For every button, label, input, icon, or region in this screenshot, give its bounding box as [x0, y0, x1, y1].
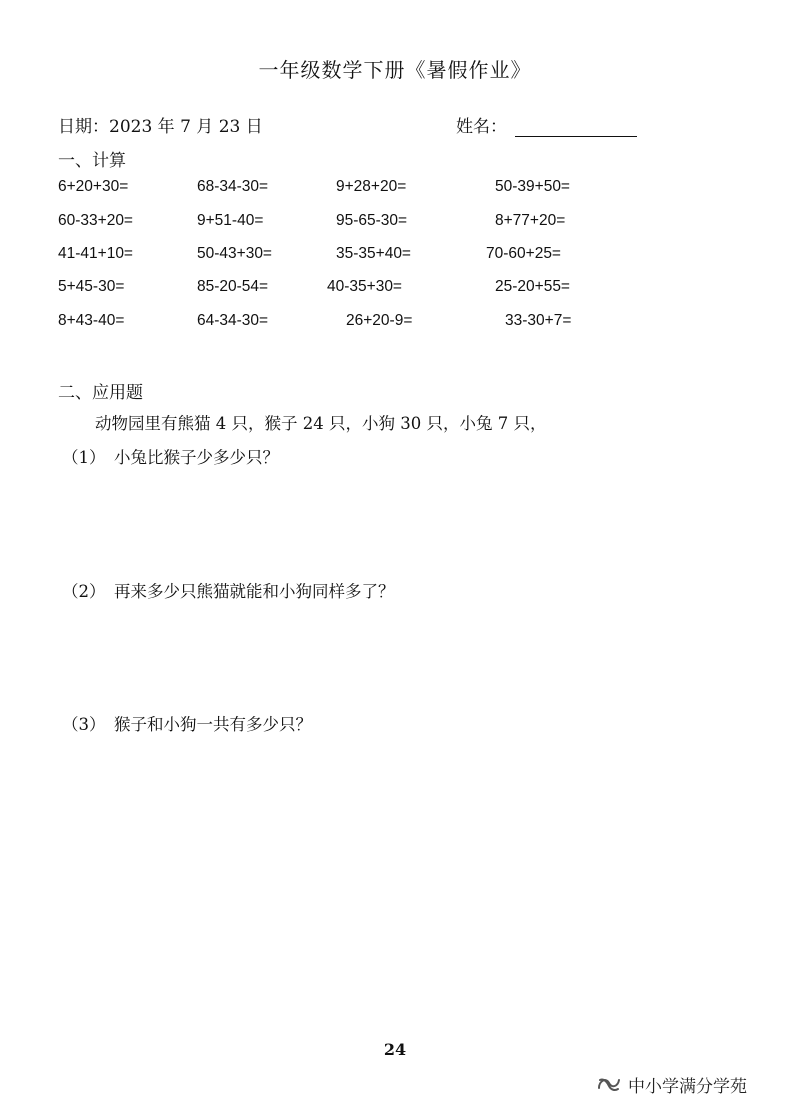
- section1-heading: 一、计算: [58, 151, 126, 171]
- calc-row: [0, 212, 790, 234]
- calc-item: 35-35+40=: [336, 245, 411, 262]
- calc-item: 41-41+10=: [58, 245, 133, 262]
- calc-item: 33-30+7=: [505, 312, 572, 329]
- calc-item: 5+45-30=: [58, 278, 125, 295]
- name-field: [456, 112, 637, 137]
- name-label: 姓名：: [456, 117, 507, 137]
- page-number: 24: [383, 1040, 407, 1059]
- watermark: [596, 1072, 747, 1097]
- calc-row: [0, 312, 790, 334]
- calc-item: 8+77+20=: [495, 212, 566, 229]
- calc-row: [0, 278, 790, 300]
- calc-item: 9+28+20=: [336, 178, 407, 195]
- calc-item: 50-39+50=: [495, 178, 570, 195]
- worksheet-title: 一年级数学下册《暑假作业》: [258, 58, 532, 82]
- calc-item: 60-33+20=: [58, 212, 133, 229]
- calc-item: 40-35+30=: [327, 278, 402, 295]
- calc-row: [0, 245, 790, 267]
- question-number: （1）: [62, 448, 106, 467]
- calc-item: 95-65-30=: [336, 212, 408, 229]
- question-1: [62, 444, 279, 468]
- question-text: 小兔比猴子少多少只？: [114, 448, 279, 467]
- calc-item: 26+20-9=: [346, 312, 413, 329]
- calc-item: 70-60+25=: [486, 245, 561, 262]
- date-label: 日期：2023 年 7 月 23 日: [58, 117, 263, 137]
- calc-item: 68-34-30=: [197, 178, 269, 195]
- word-problem-story: 动物园里有熊猫 4 只，猴子 24 只，小狗 30 只，小兔 7 只，: [95, 414, 547, 433]
- calc-item: 85-20-54=: [197, 278, 269, 295]
- question-text: 再来多少只熊猫就能和小狗同样多了？: [114, 582, 395, 601]
- question-number: （3）: [62, 715, 106, 734]
- calc-item: 8+43-40=: [58, 312, 125, 329]
- wechat-channel-icon: [596, 1074, 622, 1096]
- calc-item: 50-43+30=: [197, 245, 272, 262]
- question-2: [62, 578, 395, 602]
- calc-item: 6+20+30=: [58, 178, 129, 195]
- question-3: [62, 711, 312, 735]
- calc-item: 9+51-40=: [197, 212, 264, 229]
- name-blank-line: [515, 118, 637, 137]
- question-text: 猴子和小狗一共有多少只？: [114, 715, 312, 734]
- question-number: （2）: [62, 582, 106, 601]
- calc-item: 25-20+55=: [495, 278, 570, 295]
- calc-row: [0, 178, 790, 200]
- section2-heading: 二、应用题: [58, 383, 143, 403]
- calc-item: 64-34-30=: [197, 312, 269, 329]
- watermark-text: 中小学满分学苑: [628, 1077, 747, 1097]
